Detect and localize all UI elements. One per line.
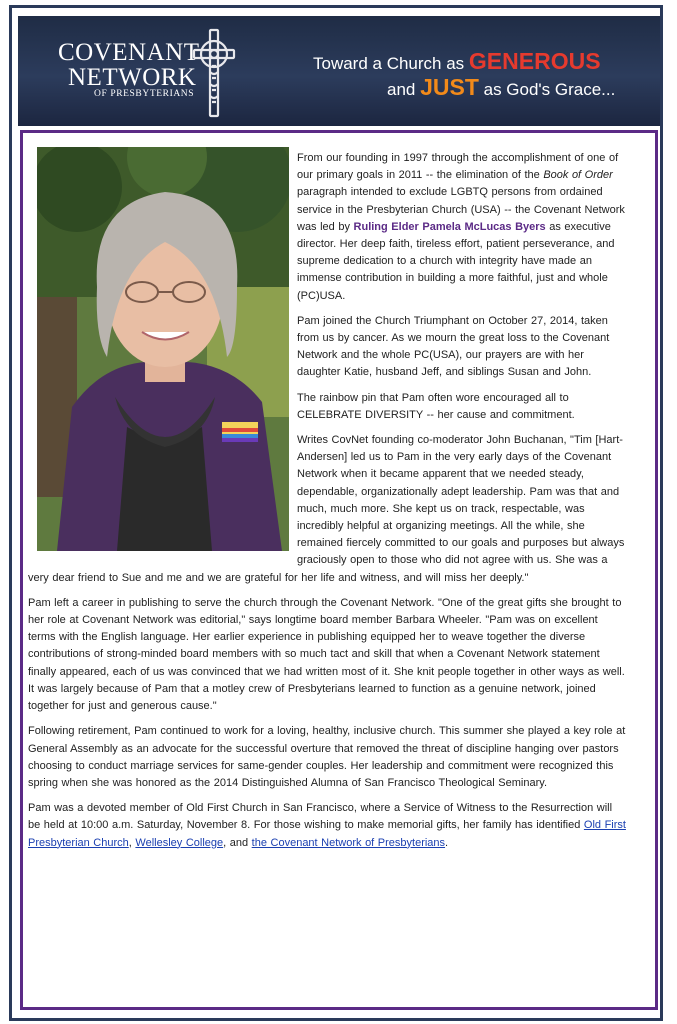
paragraph-memorial <box>28 800 626 852</box>
paragraph-retirement: Following retirement, Pam continued to work for a loving, healthy, inclusive church. This summer she played a key role at General Assembly as an advocate for the successful overture that removed the threat of discipline hanging over pastors choosing to conduct marriage services for same-gender couples. Her leadership and commitment were recognized this spring when she was honored as the 2014 Distinguished Alumna of San Francisco Theological Seminary. <box>28 725 626 789</box>
link-covenant-network[interactable]: the Covenant Network of Presbyterians <box>251 836 446 849</box>
link-wellesley-college[interactable]: Wellesley College <box>135 836 224 849</box>
p7-end: . <box>445 836 449 849</box>
p1-text-b: paragraph intended to exclude LGBTQ persons from ordained service in the Presbyterian Church (USA) -- the Covenant Network was led by <box>297 186 625 233</box>
tagline-just: JUST <box>420 74 479 100</box>
p7-sep-2: , and <box>223 836 252 849</box>
link-old-first-church[interactable]: Old First Presbyterian Church <box>28 819 626 849</box>
p1-text-a: From our founding in 1997 through the accomplishment of one of our primary goals in 2011 -- the elimination of the <box>297 152 619 182</box>
paragraph-buchanan-quote: Writes CovNet founding co-moderator John Buchanan, "Tim [Hart-Andersen] led us to Pam in the very early days of the Covenant Network when it became apparent that we needed steady, dependable, organizationally adept leadership. Pam was that and much, much more. She kept us on track, respectable, was incredibly helpful at organizing meetings. All the while, she remained fiercely committed to our goals and purposes but always graciously open to those who did not agree with us. She was a very dear friend to Sue and me and we are grateful for her life and witness, and will miss her deeply." <box>28 434 625 584</box>
header-banner <box>18 16 660 126</box>
paragraph-church-triumphant: Pam joined the Church Triumphant on October 27, 2014, taken from us by cancer. As we mourn the great loss to the Covenant Network and the whole PC(USA), our prayers are with her daughter Katie, husband Jeff, and siblings Susan and John. <box>297 314 610 379</box>
tagline-line-2 <box>387 74 615 101</box>
logo-wordmark-covenant: COVENANT <box>58 39 200 66</box>
paragraph-publishing: Pam left a career in publishing to serve the church through the Covenant Network. "One of the great gifts she brought to her role at Covenant Network was editorial," says longtime board member Barbara Wheeler. "Pam was on excellent terms with the English language. Her earlier experience in publishing equipped her to weave together the diverse contributions of strong-minded board members with so much tact and skill that when a Covenant Network statement finally appeared, each of us was convinced that we had written most of it. She knit people together in other ways as well. It was largely because of Pam that a motley crew of Presbyterians learned to function as a genuine network, joined together for just and generous cause." <box>28 596 625 713</box>
p7-sep-1: , <box>128 836 136 849</box>
book-of-order-title: Book of Order <box>543 169 613 182</box>
tagline-generous: GENEROUS <box>468 48 601 74</box>
tagline-and: and <box>387 80 421 99</box>
p7-text-a: Pam was a devoted member of Old First Church in San Francisco, where a Service of Witness to the Resurrection will be held at 10:00 a.m. Saturday, November 8. For those wishing to make memorial gifts, her family has identified <box>28 802 613 832</box>
celtic-cross-icon <box>190 28 238 118</box>
name-highlight: Ruling Elder Pamela McLucas Byers <box>353 220 546 233</box>
logo-wordmark-subtitle: OF PRESBYTERIANS <box>94 89 195 99</box>
tagline-line-1 <box>313 48 601 75</box>
paragraph-rainbow-pin: The rainbow pin that Pam often wore encouraged all to CELEBRATE DIVERSITY -- her cause and commitment. <box>297 391 575 421</box>
photo-spacer <box>28 150 297 560</box>
p1-text-c: as executive director. Her deep faith, tireless effort, patient perseverance, and supreme dedication to a church with integrity have made an immense contribution in building a more faithful, just and whole (PC)USA. <box>297 220 615 302</box>
tagline-lead: Toward a Church as <box>313 54 469 73</box>
logo-wordmark-network: NETWORK <box>68 64 197 91</box>
tagline-end: as God's Grace... <box>478 80 616 99</box>
article-body <box>28 150 626 860</box>
